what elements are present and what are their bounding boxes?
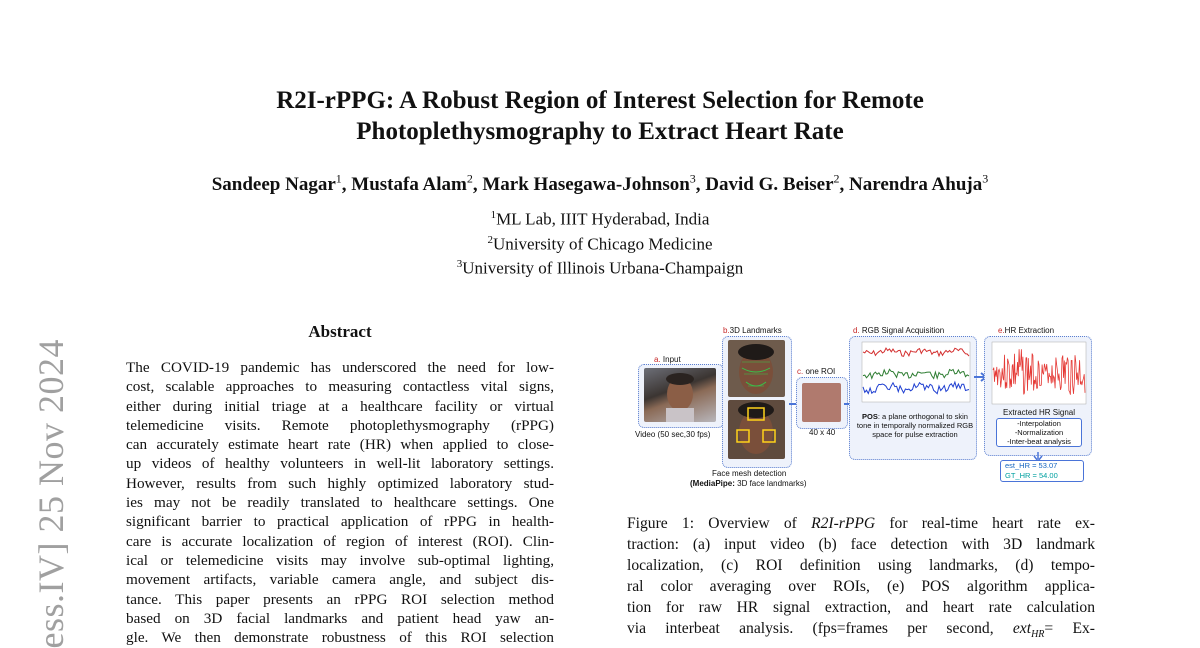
hr-step: -Inter-beat analysis xyxy=(1007,437,1071,446)
panel-a-caption: Video (50 sec,30 fps) xyxy=(635,430,711,439)
abstract-line: tance. This paper presents an rPPG ROI selection method xyxy=(126,590,554,608)
arxiv-stamp xyxy=(30,295,78,648)
hr-step: -Normalization xyxy=(1014,428,1064,437)
author: Mustafa Alam$^2$ xyxy=(351,172,473,196)
abstract-heading: Abstract xyxy=(308,322,372,341)
figure-overview xyxy=(634,322,1096,492)
abstract-line: ies may not be readily translated to healthcare settings. One xyxy=(126,494,554,512)
caption-line: Figure 1: Overview of R2I-rPPG for real-time heart rate ex- xyxy=(627,515,1095,532)
face-mesh-illustration xyxy=(728,340,785,397)
affiliation: $^1$ML Lab, IIIT Hyderabad, India xyxy=(490,209,710,229)
abstract-line: either during initial triage at a healthcare facility or virtual xyxy=(126,397,554,415)
roi-patch xyxy=(802,383,841,422)
panel-c-caption: 40 x 40 xyxy=(809,428,836,437)
est-hr-value: est_HR = 53.07 xyxy=(1005,461,1058,470)
abstract-line: cost, scalable approaches to measuring contactless vital signs, xyxy=(126,378,554,396)
caption-line: localization, (c) ROI definition using landmarks, (d) tempo- xyxy=(627,557,1095,574)
abstract-line: However, results from such highly optimized laboratory stud- xyxy=(126,474,554,492)
panel-c-title: c. one ROI xyxy=(797,367,836,376)
author: Sandeep Nagar$^1$ xyxy=(211,172,342,196)
caption-line: traction: (a) input video (b) face detection with 3D landmark xyxy=(627,536,1095,553)
gt-hr-value: GT_HR = 54.00 xyxy=(1005,471,1058,480)
abstract-line: telemedicine visits. Remote photoplethysmography (rPPG) xyxy=(126,416,554,434)
author: David G. Beiser$^2$ xyxy=(705,172,840,196)
abstract-line: ical or telemedicine visits may involve sub-optimal lighting, xyxy=(126,551,554,569)
abstract-line: The COVID-19 pandemic has underscored the need for low- xyxy=(126,359,554,376)
figure-caption xyxy=(627,513,1095,645)
affiliations xyxy=(300,205,900,279)
pos-note: POS: a plane orthogonal to skin tone in temporally normalized RGB space for pulse extraction xyxy=(856,412,974,439)
hr-step: -Interpolation xyxy=(1017,419,1061,428)
abstract-line: can accurately estimate heart rate (HR) when applied to close- xyxy=(126,436,554,454)
landmark-face-frame xyxy=(728,340,785,397)
panel-b-caption: Face mesh detection xyxy=(712,469,787,478)
paper-title xyxy=(150,85,1050,147)
abstract-line: movement artifacts, variable camera angle, and subject dis- xyxy=(126,571,554,589)
title-line: Photoplethysmography to Extract Heart Rate xyxy=(356,118,844,145)
affiliation: $^3$University of Illinois Urbana-Champaign xyxy=(456,258,744,278)
author-list: Sandeep Nagar$^1$, Mustafa Alam$^2$, Mark Hasegawa-Johnson$^3$, David G. Beiser$^2$, Narendra Ahuja$^3$ xyxy=(211,172,989,196)
panel-e-title: e.HR Extraction xyxy=(998,326,1055,335)
abstract-line: care is accurate localization of region of interest (ROI). Clin- xyxy=(126,532,554,550)
extracted-hr-title: Extracted HR Signal xyxy=(1002,408,1076,417)
author: Narendra Ahuja$^3$ xyxy=(849,172,989,196)
panel-b-title: b.3D Landmarks xyxy=(723,326,782,335)
author: Mark Hasegawa-Johnson$^3$ xyxy=(482,172,696,196)
hr-result-box xyxy=(1000,460,1084,482)
caption-line: via interbeat analysis. (fps=frames per second, ext$_{HR}$= Ex- xyxy=(627,620,1095,641)
title-line: R2I-rPPG: A Robust Region of Interest Selection for Remote xyxy=(276,87,924,114)
panel-b-caption-2: (MediaPipe: 3D face landmarks) xyxy=(690,479,807,488)
abstract-line: gle. We then demonstrate robustness of this ROI selection xyxy=(126,629,554,647)
panel-a-title: a. Input xyxy=(654,355,681,364)
hr-signal-plot xyxy=(988,340,1088,406)
hr-steps-box xyxy=(996,418,1082,447)
input-video-frame xyxy=(644,368,716,422)
roi-face-frame xyxy=(728,400,785,459)
abstract-line: significant barrier to practical application of rPPG in health- xyxy=(126,513,554,531)
abstract-body xyxy=(126,358,554,647)
caption-line: ral color averaging over ROIs, (e) POS algorithm applica- xyxy=(627,578,1095,595)
caption-line: tion for raw HR signal extraction, and heart rate calculation xyxy=(627,599,1095,616)
abstract-line: based on 3D facial landmarks and patient head yaw an- xyxy=(126,609,554,627)
abstract-line: up videos of healthy volunteers in well-lit laboratory settings. xyxy=(126,455,554,473)
face-illustration xyxy=(644,368,716,422)
rgb-signal-plot xyxy=(854,340,972,410)
roi-boxes-illustration xyxy=(728,400,785,459)
arxiv-identifier: ess.IV] 25 Nov 2024 xyxy=(31,338,71,648)
panel-d-title: d. RGB Signal Acquisition xyxy=(853,326,945,335)
affiliation: $^2$University of Chicago Medicine xyxy=(487,233,713,254)
